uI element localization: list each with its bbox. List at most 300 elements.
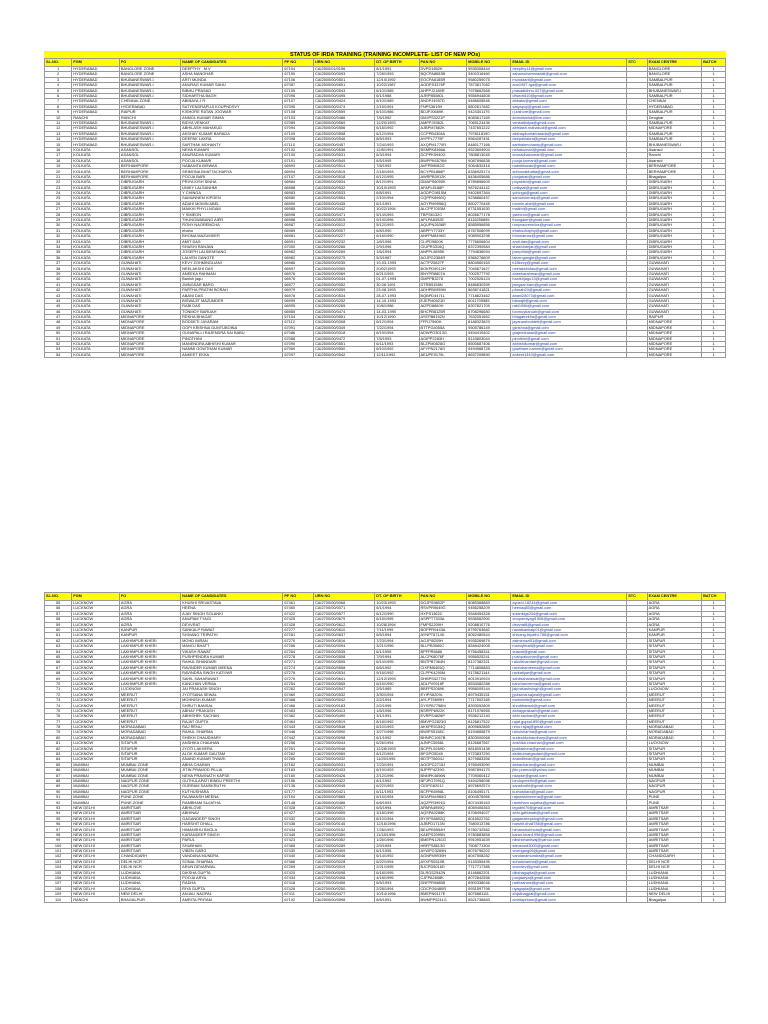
table-cell: MUMBAI [72,778,120,783]
table-cell: KANCHAN VERMA [181,681,283,686]
table-cell: 67107 [283,99,314,104]
table-cell: 76 [45,714,72,719]
email-link[interactable]: pushpakumar@gmail.com [511,654,627,659]
table-cell: ABANI DAS [181,293,283,298]
table-cell: CAI2700/00/0558 [313,665,374,670]
table-cell: 1 [702,870,726,875]
email-link[interactable]: abbaks@gmail.com [511,99,627,104]
title-spacer [45,47,726,59]
table-cell: 1 [702,67,726,72]
table-cell: 67418 [283,881,314,886]
table-cell: 1 [702,838,726,843]
table-cell: ANKEET EKKA [181,352,283,357]
table-cell: DIBRUGARH [647,212,701,217]
table-cell: HXPS1362C [419,611,467,616]
table-cell: SAHIL SAHARAWAT [181,676,283,681]
email-link[interactable]: gowtham.nammi@gmail.com [511,347,627,352]
table-cell: DIBRUGARH [119,207,180,212]
table-cell: CAI2700/00/0555 [313,660,374,665]
email-link[interactable]: rahulsharma@gmail.com [511,730,627,735]
table-cell: DIBRUGARH [119,250,180,255]
table-cell: EVRPS4826P [419,714,467,719]
table-cell: 1 [702,822,726,827]
email-link[interactable]: sarthakmohanty@gmail.com [511,142,627,147]
table-cell: 6/5/1993 [375,881,419,886]
table-cell: 67460 [283,606,314,611]
email-link[interactable]: ravindrameena@gmail.com [511,665,627,670]
email-link[interactable]: priyakish@gmail.com [511,180,627,185]
table-cell: KOLKATA [72,212,120,217]
email-link[interactable]: jitin.pramod@yahoo.com [511,768,627,773]
table-cell: BIBHU PRASAD [181,88,283,93]
email-link[interactable]: anuradhakumari@gmail.com [511,153,627,158]
table-cell: LUCKNOW [72,627,120,632]
table-cell: TBPS6132C [419,212,467,217]
email-link[interactable]: mundaarti@gmail.com [511,77,627,82]
table-cell: 1/8/1996 [375,239,419,244]
email-link[interactable]: ronynaoremcha@gmail.com [511,223,627,228]
table-cell: 1/6/1994 [375,250,419,255]
email-link[interactable]: satyapuji@gmail.com [511,104,627,109]
table-cell: SITAPUR [647,676,701,681]
email-link[interactable]: heenaq85@gmail.com [511,606,627,611]
email-link[interactable]: radhaarora@gmail.com [511,881,627,886]
table-cell: AMRITSAR [119,805,180,810]
table-cell: KOLKATA [72,180,120,185]
email-link[interactable]: jayaramboddeti@gmail.com [511,320,627,325]
table-cell: 17 [45,153,72,158]
table-cell: 8013910924 [467,676,511,681]
email-link[interactable]: ayushi.18244@gmail.com [511,601,627,606]
email-link[interactable]: grajendrasai@gmail.com [511,331,627,336]
table-cell: 1 [702,298,726,303]
table-cell: RAHUL BHANDARI [181,660,283,665]
email-link[interactable]: solankigs034@gmail.com [511,611,627,616]
table-cell: CAI2700/00/0145 [313,822,374,827]
table-cell: HYDERABAD [647,104,701,109]
email-link[interactable]: arundev@gmail.com [511,865,627,870]
email-link[interactable]: kuthushara@gmail.com [511,789,627,794]
table-cell: 1 [702,881,726,886]
table-cell: GOPI KRISHNA GUNTUBOINA [181,325,283,330]
table-cell: LUCKNOW [72,724,120,729]
table-cell: MUMBAI [72,773,120,778]
table-cell: 6/5/1994 [375,633,419,638]
email-link[interactable]: sahilsaharawat@gmail.com [511,676,627,681]
table-cell: DIBRUGARH [119,185,180,190]
table-cell: 8076881111 [467,892,511,897]
table-cell: ACTPZ5827F [419,261,467,266]
table-cell: AQUPN2636R [419,223,467,228]
email-link[interactable]: rj.kishore@gmail.com [511,110,627,115]
email-link[interactable]: anmolsinha@live.com [511,115,627,120]
table-cell: SONAL SHARMA [181,859,283,864]
table-cell: CAI2700/00/0519 [313,719,374,724]
email-link[interactable]: ashamuhammadali@gmail.com [511,72,627,77]
email-link[interactable]: unikylal@gmail.com [511,185,627,190]
table-cell: 20/02/1993 [375,266,419,271]
table-cell: Y SIMEON [181,212,283,217]
email-link[interactable]: rambham.sujatha@gmail.com [511,800,627,805]
email-link[interactable]: alokkumargautam@gmail.com [511,751,627,756]
email-link[interactable]: pooja.kumari@gmail.com [511,158,627,163]
table-cell: MIDNAPORE [119,314,180,319]
table-cell: HYDERABAD [72,142,120,147]
table-cell: 67464 [283,719,314,724]
table-cell: 8486830399 [467,282,511,287]
table-cell: 7/28/1993 [375,827,419,832]
email-link[interactable]: anu1987.rga@gmail.com [511,83,627,88]
table-cell: 66991 [283,239,314,244]
table-cell: CAI2500/01/0156 [313,67,374,72]
table-cell: 1 [702,120,726,125]
table-cell: 58 [45,617,72,622]
table-cell: 1 [702,126,726,131]
email-link[interactable]: ychinga@gmail.com [511,190,627,195]
email-link[interactable]: rajat.gupta1890@gmail.com [511,719,627,724]
table-cell: CAI2500/00/0501 [313,77,374,82]
table-cell: APAPA4959Q [419,805,467,810]
table-cell: GUWAHATI [119,298,180,303]
table-cell: BANGLORE ZONE [119,67,180,72]
email-link[interactable]: bhagatrekha@gmail.com [511,314,627,319]
table-cell: HEENA [181,606,283,611]
table-cell: 67095 [283,104,314,109]
table-cell: 9723837250 [467,751,511,756]
table-cell: 67445 [283,832,314,837]
table-cell: 8143803044 [467,336,511,341]
table-cell: DIBRUGARH [647,207,701,212]
table-cell: MIDNAPORE [119,347,180,352]
email-link[interactable]: kanchanverma@gmail.com [511,681,627,686]
table-cell: CAI2700/00/0637 [313,633,374,638]
table-cell: 2/10/1994 [375,196,419,201]
table-cell: 1 [702,676,726,681]
table-cell: 67086 [283,331,314,336]
column-header: DT. OF BIRTH [375,59,419,67]
email-link[interactable]: anupamtyagi1506@gmail.com [511,617,627,622]
email-link[interactable]: rabi1986@gmail.com [511,304,627,309]
table-cell: DCPPK5940G [419,153,467,158]
email-link[interactable]: shashiranjan@gmail.com [511,244,627,249]
table-cell: 67101 [283,158,314,163]
table-cell: ANMOL KUMAR SINHA [181,115,283,120]
email-link[interactable]: devvrat8@gmail.com [511,622,627,627]
table-cell: 67148 [283,800,314,805]
table-cell: KEVY ZOHMINGLIANI [181,261,283,266]
table-cell: 39 [45,271,72,276]
email-link[interactable]: ysimeon@gmail.com [511,212,627,217]
table-cell: BOAPM4965G [419,795,467,800]
email-link[interactable]: neelakshidas@gmail.com [511,266,627,271]
table-cell: ADWPG3013G [419,331,467,336]
table-cell: 6/12/1994 [375,320,419,325]
table-cell: 9424301175 [467,110,511,115]
table-cell: CAI2500/00/0565 [313,795,374,800]
email-link[interactable]: ravkatiyar@gmail.com [511,671,627,676]
table-cell: CAI2500/00/0275 [313,255,374,260]
email-link[interactable]: bindupreethi@gmail.com [511,778,627,783]
email-link[interactable]: akshaykumarbarada@gmail.com [511,131,627,136]
table-cell: ANAND KUMAR TIWARI [181,757,283,762]
table-cell: Asansol [647,147,701,152]
email-link[interactable]: maikhi@gmail.com [511,207,627,212]
table-cell: LUDHIANA [647,870,701,875]
table-cell: 1 [702,115,726,120]
table-cell: BANGLORE [647,72,701,77]
email-link[interactable]: abani28073@gmail.com [511,293,627,298]
table-cell: AGNPM9939H [419,854,467,859]
table-cell: ASPPT7303A [419,617,467,622]
table-cell: 3 [45,77,72,82]
email-link[interactable]: sanskruthi@gmail.com [511,784,627,789]
email-link[interactable]: harshit.dhall786@gmail.com [511,822,627,827]
email-link[interactable]: amit.das@gmail.com [511,239,627,244]
email-link[interactable]: samunnemkip@gmail.com [511,196,627,201]
table-cell: 1 [702,832,726,837]
email-link[interactable]: shivang.tripathi.786@gmail.com [511,633,627,638]
table-cell: 9535308444 [467,67,511,72]
table-cell: 1 [702,848,726,853]
table-cell: 1 [702,741,726,746]
email-link[interactable]: jwngsar.baro@gmail.com [511,282,627,287]
email-link[interactable]: vivengarg06@gmail.com [511,848,627,853]
table-cell: 67087 [283,83,314,88]
table-cell: 36 [45,255,72,260]
table-cell: 1 [702,714,726,719]
table-cell: 88 [45,778,72,783]
table-cell: 1 [702,827,726,832]
table-cell: MUMBAI [647,773,701,778]
table-cell: 9505786149 [467,325,511,330]
email-link[interactable]: himanshubhola@gmail.com [511,827,627,832]
email-link[interactable]: manojbhatt@gmail.com [511,644,627,649]
table-cell: KOLKATA [72,341,120,346]
email-link[interactable]: lalvengangte@gmail.com [511,255,627,260]
email-link[interactable]: vandanamundra@gmail.com [511,854,627,859]
email-link[interactable]: abhishikumar@gmail.com [511,341,627,346]
email-link[interactable]: sudeshkchaudhary@gmail.com [511,735,627,740]
table-cell: 6/15/1994 [375,795,419,800]
email-link[interactable]: banishjagu13@gmail.com [511,277,627,282]
email-link[interactable]: ebahochaphy@gmail.com [511,228,627,233]
email-link[interactable]: jyotsana.sajwal@gmail.com [511,692,627,697]
table-cell: DIBRUGARH [119,196,180,201]
table-cell: 1 [702,724,726,729]
table-cell: 1 [702,174,726,179]
table-cell: CAI2500/00/0433 [313,768,374,773]
email-link[interactable]: nitishbhardwaj@yahoo.com [511,838,627,843]
email-link[interactable]: srimonabhatta@gmail.com [511,169,627,174]
table-cell: 2/2/1994 [375,698,419,703]
email-link[interactable]: biswajit@gmail.com [511,298,627,303]
table-cell: KOLKATA [72,325,120,330]
table-cell: 67160 [283,773,314,778]
table-cell: 8/12/1991 [375,180,419,185]
table-cell: CAI2500/00/0424 [313,99,374,104]
table-cell: 9208810776 [467,622,511,627]
table-cell: KOLKATA [72,277,120,282]
table-cell: 9064632416 [467,164,511,169]
table-cell: ALCPP7053M [419,207,467,212]
table-cell: 1 [702,110,726,115]
table-cell: 1 [702,800,726,805]
table-cell: 66984 [283,180,314,185]
table-cell: LAKHIMPUR KHERI [119,671,180,676]
table-cell: BHUBANESWAR-I [647,88,701,93]
table-cell: 6/10/1993 [375,724,419,729]
email-link[interactable]: jyotilakhera@gmail.com [511,746,627,751]
table-cell: 5 [45,88,72,93]
email-link[interactable]: nehakumari@gmail.com [511,147,627,152]
email-link[interactable]: amritapritam@gmail.com [511,897,627,902]
table-cell: 2/12/1996 [375,773,419,778]
email-link[interactable]: gagandeepsingh@gmail.com [511,816,627,821]
table-cell: BERHAMPORE [647,169,701,174]
table-cell: DIBRUGARH [119,217,180,222]
email-link[interactable]: sonalsharma@gmail.com [511,859,627,864]
email-link[interactable]: anandtiwari@gmail.com [511,757,627,762]
table-cell: BANGLORE ZONE [119,72,180,77]
table-cell: MUMBAI [72,789,120,794]
table-cell: LUCKNOW [72,611,120,616]
table-cell: SITAPUR [647,681,701,686]
table-cell: DIBRUGARH [647,180,701,185]
table-cell: CAI2500/00/0542 [313,352,374,357]
table-cell: DIBRUGARH [647,223,701,228]
table-cell: HYDERABAD [72,131,120,136]
email-link[interactable]: abhi.gahlawat@gmail.com [511,811,627,816]
email-link[interactable]: shrutibansal@gmail.com [511,703,627,708]
email-link[interactable]: anjalinagpal@gmail.com [511,892,627,897]
table-cell: 1 [702,638,726,643]
email-link[interactable]: prasadbibhu.007@gmail.com [511,88,627,93]
email-link[interactable]: mohnishk@gmail.com [511,698,627,703]
email-link[interactable]: rahulbhandari@gmail.com [511,660,627,665]
table-cell: 54 [45,352,72,357]
table-cell: CAI2500/00/0556 [313,126,374,131]
email-link[interactable]: abhilash.mahakud@gmail.com [511,126,627,131]
table-cell: MEERUT [647,719,701,724]
table-cell: 101 [45,848,72,853]
table-cell: NEELAKSHI DAS [181,266,283,271]
table-cell: 1 [702,762,726,767]
email-link[interactable]: deepaklakra@gmail.com [511,137,627,142]
table-cell: NEW DELHI [72,822,120,827]
table-cell: AGRA [119,601,180,606]
table-cell: DIBRUGARH [647,234,701,239]
table-cell: 7002577792 [467,271,511,276]
table-cell: BHUBANESWAR-I [647,142,701,147]
table-cell: 1 [702,611,726,616]
table-cell: SITAPUR [647,649,701,654]
email-link[interactable]: poojabari@gmail.com [511,174,627,179]
email-link[interactable]: pborah24@gmail.com [511,288,627,293]
table-cell: 67163 [283,768,314,773]
email-link[interactable]: dikshagupta@gmail.com [511,870,627,875]
email-link[interactable]: jaiprakashsingh@gmail.com [511,687,627,692]
table-cell: SHUBHAM [181,843,283,848]
email-link[interactable]: bhomamaz@gmail.com [511,234,627,239]
email-link[interactable]: abhacharan@gmail.com [511,762,627,767]
email-link[interactable]: momin.abel@gmail.com [511,201,627,206]
table-cell: 6/12/1995 [375,174,419,179]
table-cell: MIDNAPORE [647,331,701,336]
email-link[interactable]: legabhi70@gmail.com [511,805,627,810]
email-link[interactable]: dhworld10@gmail.com [511,93,627,98]
email-link[interactable]: k18kevy@gmail.com [511,261,627,266]
email-link[interactable]: karan.kiran1996@gmail.com [511,832,627,837]
table-cell: SITAPUR [647,671,701,676]
email-link[interactable]: ankeet1440@gmail.com [511,352,627,357]
table-cell: AJBPD1713N [419,822,467,827]
table-cell: 9178621144 [467,671,511,676]
email-link[interactable]: rajwanshmeena@gmail.com [511,795,627,800]
table-cell: 6/12/1990 [375,611,419,616]
table-cell: 1 [702,811,726,816]
table-cell: 66979 [283,288,314,293]
table-cell: MIDNAPORE [119,331,180,336]
table-cell: 13 [45,131,72,136]
table-cell: 23 [45,185,72,190]
table-cell: 9580259075 [467,77,511,82]
table-cell: CAI2500/00/0549 [313,158,374,163]
table-cell: 27 [45,207,72,212]
table-cell: 6/1/1992 [375,735,419,740]
email-link[interactable]: tonmoybaruah@gmail.com [511,309,627,314]
table-cell: SITAPUR [647,654,701,659]
email-link[interactable]: abhayprakash@gmail.com [511,708,627,713]
email-link[interactable]: asimirnazi51@gmail.com [511,638,627,643]
table-cell: 51 [45,336,72,341]
table-cell: KOLKATA [72,271,120,276]
email-link[interactable]: rawatsankalp01@gmail.com [511,627,627,632]
email-link[interactable]: nkapse@gmail.com [511,773,627,778]
email-link[interactable]: vrawat@gmail.com [511,649,627,654]
table-cell: 59 [45,622,72,627]
table-cell: BMEPN6117E [419,892,467,897]
email-link[interactable]: venkatbidya@gmail.com [511,120,627,125]
table-cell: GUWAHATI [647,298,701,303]
table-cell: 40 [45,277,72,282]
email-link[interactable]: abhi.sachan@gmail.com [511,714,627,719]
table-cell: 6 [45,93,72,98]
email-link[interactable]: samsood3000@gmail.com [511,843,627,848]
email-link[interactable]: josephlal@gmail.com [511,250,627,255]
email-link[interactable]: anshika.chauhan@gmail.com [511,741,627,746]
email-link[interactable]: deepthy14@gmail.com [511,67,627,72]
email-link[interactable]: poojaarya@gmail.com [511,875,627,880]
column-header: PF NO [283,59,314,67]
table-cell: 71 [45,687,72,692]
table-cell: SHEKH CHAUDHARY [181,735,283,740]
table-cell: CAI2500/00/0474 [313,104,374,109]
table-cell: 52 [45,341,72,346]
email-link[interactable]: nabobiswas@gmail.com [511,164,627,169]
email-link[interactable]: thungaier@gmail.com [511,217,627,222]
email-link[interactable]: aneekarahman@gmail.com [511,271,627,276]
email-link[interactable]: pinothini@gmail.com [511,336,627,341]
table-cell: 6/10/1985 [375,88,419,93]
table-cell: 11/25/1995 [375,757,419,762]
table-cell: 64 [45,649,72,654]
email-link[interactable]: renu.rajraj@gmail.com [511,724,627,729]
table-cell: 6/10/1992 [375,347,419,352]
table-cell: 1 [702,293,726,298]
email-link[interactable]: riyagupta@gmail.com [511,886,627,891]
email-link[interactable]: gkrishna@gmail.com [511,325,627,330]
table-cell: LUCKNOW [72,698,120,703]
